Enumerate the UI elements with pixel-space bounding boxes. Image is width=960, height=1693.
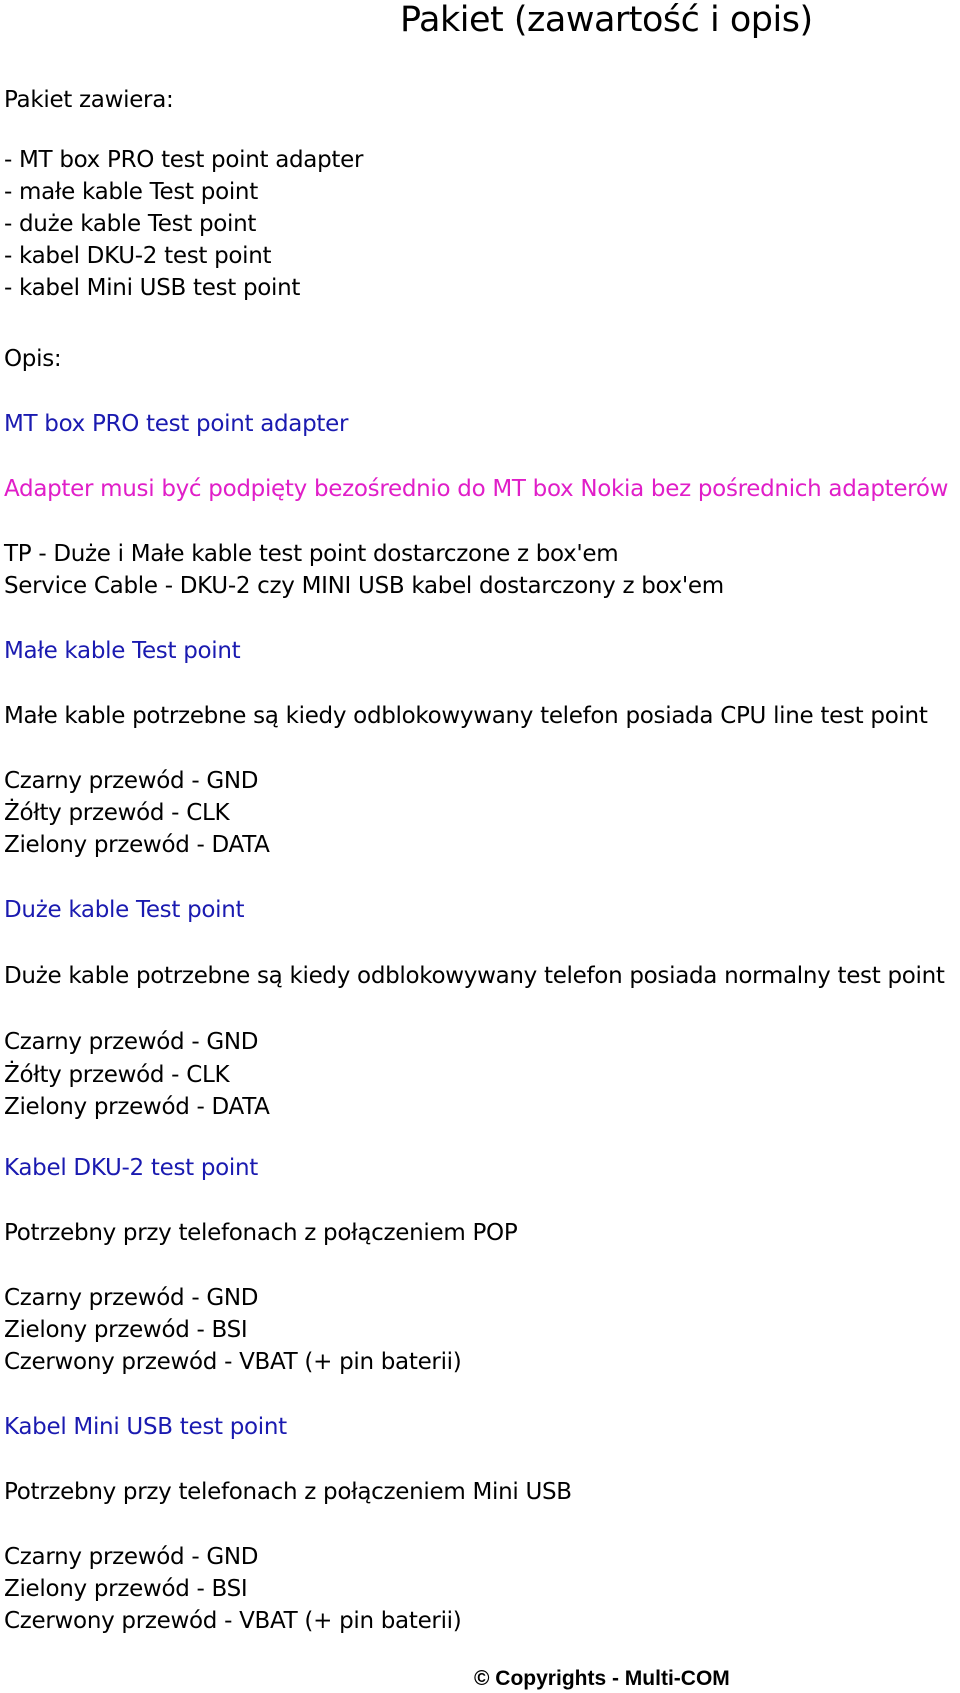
package-item: - kabel Mini USB test point xyxy=(4,275,301,301)
copyright-footer: © Copyrights - Multi-COM xyxy=(474,1667,730,1690)
package-item: - kabel DKU-2 test point xyxy=(4,243,272,269)
large-cables-wire: Czarny przewód - GND xyxy=(4,1029,259,1055)
package-item: - małe kable Test point xyxy=(4,179,258,205)
adapter-line: TP - Duże i Małe kable test point dostarczone z box'em xyxy=(4,541,619,567)
package-item: - MT box PRO test point adapter xyxy=(4,147,364,173)
large-cables-wire: Zielony przewód - DATA xyxy=(4,1094,270,1120)
adapter-line: Service Cable - DKU-2 czy MINI USB kabel dostarczony z box'em xyxy=(4,573,724,599)
miniusb-heading: Kabel Mini USB test point xyxy=(4,1414,287,1440)
package-item: - duże kable Test point xyxy=(4,211,257,237)
small-cables-wire: Czarny przewód - GND xyxy=(4,768,259,794)
large-cables-wire: Żółty przewód - CLK xyxy=(4,1062,230,1088)
page-title: Pakiet (zawartość i opis) xyxy=(400,0,813,40)
dku2-wire: Czerwony przewód - VBAT (+ pin baterii) xyxy=(4,1349,462,1375)
dku2-wire: Zielony przewód - BSI xyxy=(4,1317,248,1343)
description-heading: Opis: xyxy=(4,346,62,372)
dku2-wire: Czarny przewód - GND xyxy=(4,1285,259,1311)
miniusb-wire: Zielony przewód - BSI xyxy=(4,1576,248,1602)
small-cables-wire: Żółty przewód - CLK xyxy=(4,800,230,826)
miniusb-wire: Czerwony przewód - VBAT (+ pin baterii) xyxy=(4,1608,462,1634)
dku2-heading: Kabel DKU-2 test point xyxy=(4,1155,259,1181)
small-cables-heading: Małe kable Test point xyxy=(4,638,241,664)
adapter-warning: Adapter musi być podpięty bezośrednio do MT box Nokia bez pośrednich adapterów xyxy=(4,476,949,502)
adapter-heading: MT box PRO test point adapter xyxy=(4,411,349,437)
small-cables-description: Małe kable potrzebne są kiedy odblokowywany telefon posiada CPU line test point xyxy=(4,703,928,729)
small-cables-wire: Zielony przewód - DATA xyxy=(4,832,270,858)
miniusb-description: Potrzebny przy telefonach z połączeniem Mini USB xyxy=(4,1479,572,1505)
large-cables-description: Duże kable potrzebne są kiedy odblokowywany telefon posiada normalny test point xyxy=(4,963,945,989)
package-heading: Pakiet zawiera: xyxy=(4,87,174,113)
dku2-description: Potrzebny przy telefonach z połączeniem POP xyxy=(4,1220,518,1246)
miniusb-wire: Czarny przewód - GND xyxy=(4,1544,259,1570)
large-cables-heading: Duże kable Test point xyxy=(4,897,245,923)
